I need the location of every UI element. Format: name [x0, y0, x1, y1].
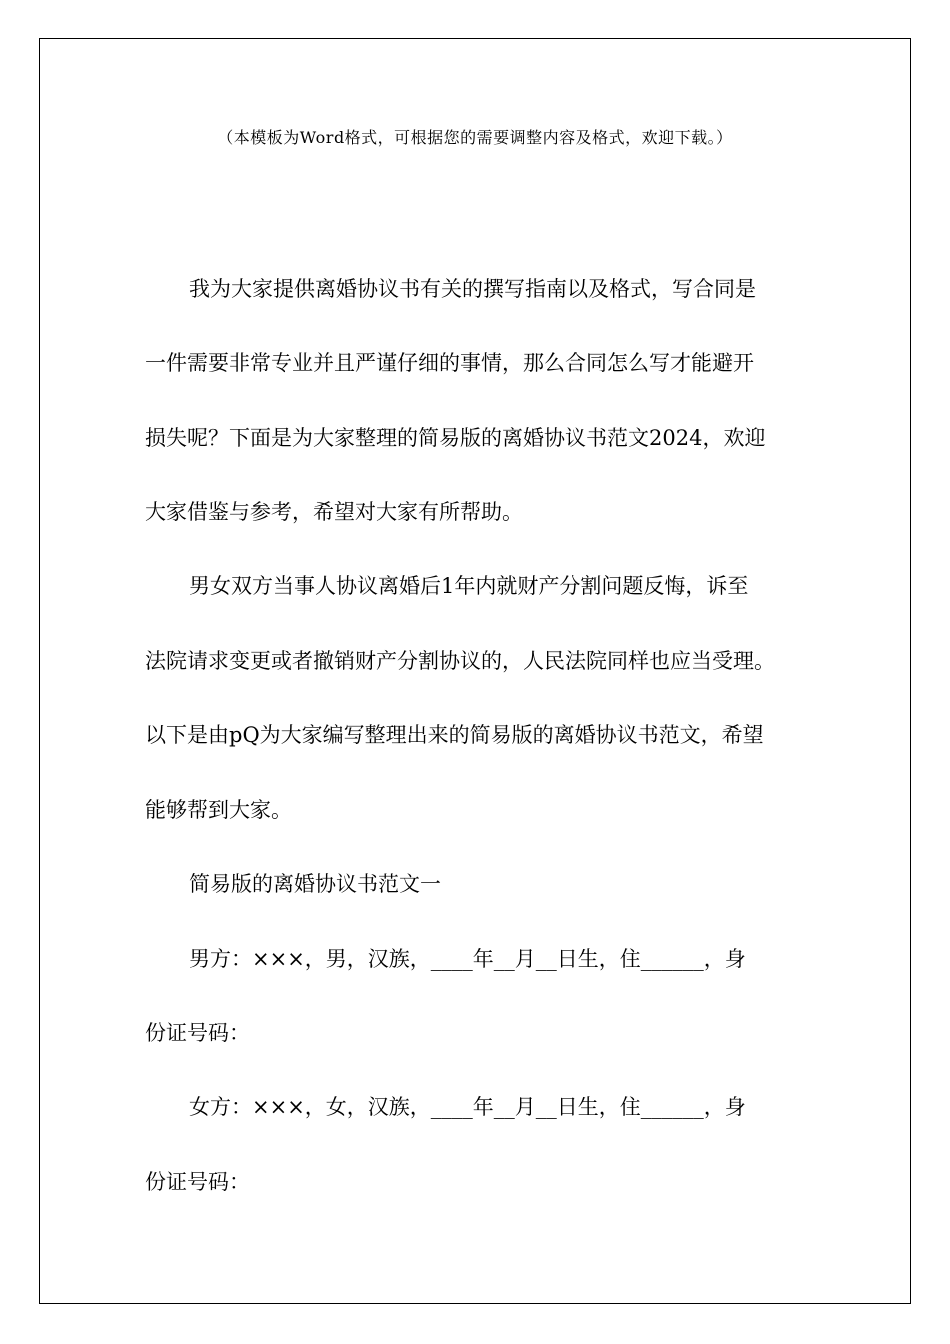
paragraph-line: 一件需要非常专业并且严谨仔细的事情，那么合同怎么写才能避开 [145, 351, 754, 375]
party-line-male: 男方：×××，男，汉族，____年__月__日生，住______，身 [189, 947, 746, 971]
paragraph-line: 损失呢？下面是为大家整理的简易版的离婚协议书范文2024，欢迎 [145, 426, 766, 450]
paragraph-line: 男女双方当事人协议离婚后1年内就财产分割问题反悔，诉至 [189, 574, 749, 598]
id-number-label: 份证号码： [145, 1170, 250, 1194]
paragraph-line: 法院请求变更或者撤销财产分割协议的，人民法院同样也应当受理。 [145, 649, 775, 673]
paragraph-line: 大家借鉴与参考，希望对大家有所帮助。 [145, 500, 523, 524]
template-note: （本模板为Word格式，可根据您的需要调整内容及格式，欢迎下载。） [217, 128, 733, 147]
section-heading: 简易版的离婚协议书范文一 [189, 872, 441, 896]
paragraph-line: 我为大家提供离婚协议书有关的撰写指南以及格式，写合同是 [189, 277, 756, 301]
paragraph-line: 以下是由pQ为大家编写整理出来的简易版的离婚协议书范文，希望 [145, 723, 764, 747]
party-line-female: 女方：×××，女，汉族，____年__月__日生，住______，身 [189, 1095, 746, 1119]
id-number-label: 份证号码： [145, 1021, 250, 1045]
paragraph-line: 能够帮到大家。 [145, 798, 292, 822]
